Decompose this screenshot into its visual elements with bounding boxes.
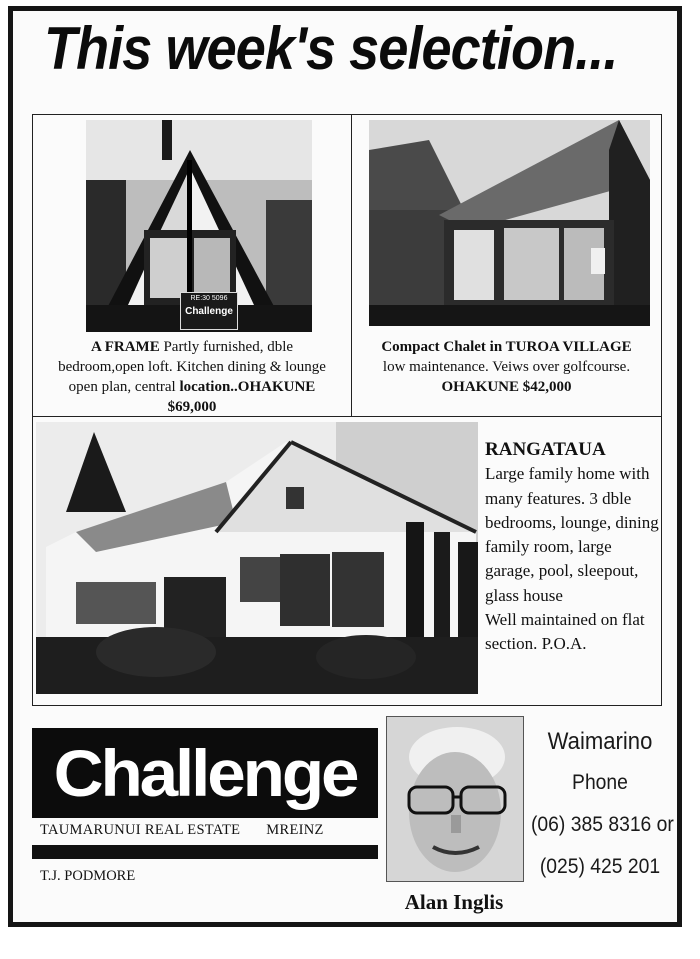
challenge-sign-phone: RE:30 5096 [190, 295, 228, 302]
challenge-logo-text: Challenge [53, 736, 357, 810]
listing-aframe-line3: open plan, central [68, 379, 176, 395]
contact-phone-1: (06) 385 8316 or [531, 813, 674, 836]
listing-rangataua-body2: Well maintained on flat section. P.O.A. [485, 610, 645, 654]
listing-chalet-price: OHAKUNE $42,000 [441, 379, 572, 395]
challenge-sign [180, 292, 238, 330]
listing-aframe-location: location..OHAKUNE [179, 379, 316, 395]
listing-aframe-line2: bedroom,open loft. Kitchen dining & lounge [58, 359, 326, 375]
challenge-sign-logo: Challenge [185, 306, 233, 317]
listing-rangataua-body: Large family home with many features. 3 dble bedrooms, lounge, dining family room, large garage, pool, sleepout, glass house [485, 464, 659, 605]
rangataua-house-image [36, 422, 478, 694]
contact-phone-2: (025) 425 201 [539, 855, 661, 878]
listing-aframe-caption [36, 337, 348, 417]
chalet-house-image [369, 120, 650, 326]
headline: This week's selection... [44, 15, 618, 82]
agent-portrait-image [387, 717, 523, 881]
agency-designation: MREINZ [266, 822, 324, 838]
agent-portrait [386, 716, 524, 882]
divider-bar [32, 845, 378, 859]
listing-rangataua-title: RANGATAUA [485, 439, 606, 460]
agency-name: TAUMARUNUI REAL ESTATE [40, 822, 241, 838]
listing-chalet-line1: low maintenance. Veiws over golfcourse. [382, 359, 631, 375]
agent-initials: T.J. PODMORE [40, 868, 136, 884]
listing-rangataua-text [485, 438, 665, 657]
listing-aframe-line1: Partly furnished, dble [163, 339, 294, 355]
listing-rangataua-photo [36, 422, 478, 694]
contact-area: Waimarino [547, 728, 653, 755]
challenge-logo [32, 728, 378, 818]
contact-phone-label: Phone [572, 771, 628, 794]
listing-chalet-title: Compact Chalet in TUROA VILLAGE [381, 339, 632, 355]
listing-aframe-price: $69,000 [167, 399, 217, 415]
agency-line [40, 822, 324, 839]
listing-aframe-title: A FRAME [90, 339, 160, 355]
agent-name: Alan Inglis [404, 890, 504, 914]
listing-chalet-caption [355, 337, 658, 397]
listing-chalet-photo [369, 120, 650, 326]
